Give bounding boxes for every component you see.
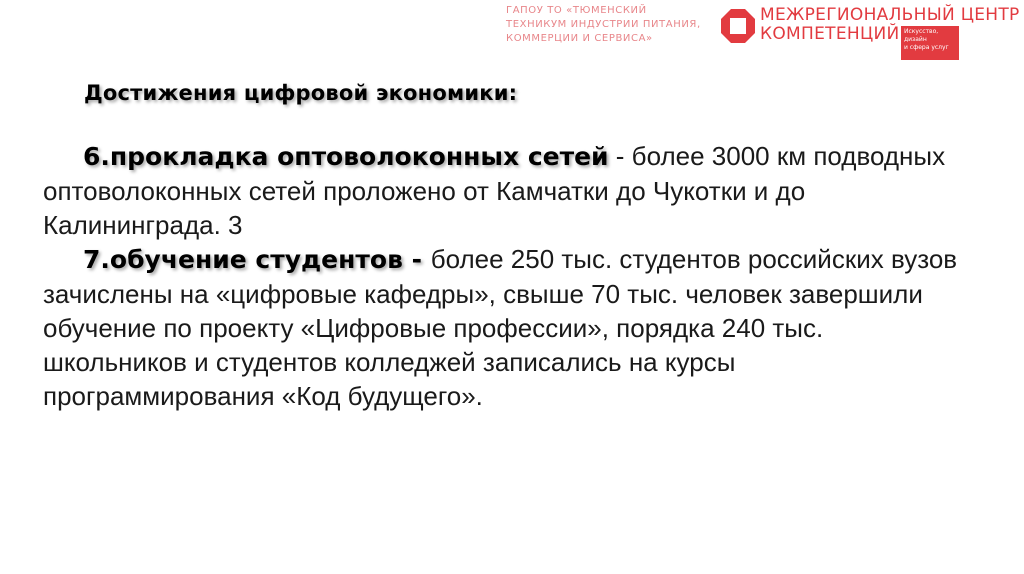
competence-center-line: МЕЖРЕГИОНАЛЬНЫЙ ЦЕНТР [760,5,1020,25]
achievement-lead: 6.прокладка оптоволоконных сетей [83,142,609,171]
org-name-line: КОММЕРЦИИ И СЕРВИСА» [506,33,653,44]
achievement-item [43,242,973,413]
achievement-lead: 7.обучение студентов - [83,245,431,274]
competence-badge [901,26,959,60]
achievement-text: - более 3000 км подводных оптоволоконных сетей проложено от Камчатки до Чукотки и до Калининграда. 3 [43,141,946,240]
slide-heading: Достижения цифровой экономики: [84,81,518,105]
octagon-logo-icon [720,8,756,44]
org-name-line: ГАПОУ ТО «ТЮМЕНСКИЙ [506,5,647,16]
badge-line: и сфера услуг [904,44,949,51]
competence-center-line: КОМПЕТЕНЦИЙ [760,24,900,44]
badge-line: Искусство, дизайн [904,28,939,43]
slide-body [43,139,973,413]
achievement-item [43,139,973,242]
competence-center-name [760,6,1020,44]
org-name [506,4,718,46]
competence-center-logo [720,6,1020,62]
achievement-text: более 250 тыс. студентов российских вузов зачислены на «цифровые кафедры», свыше 70 тыс. человек завершили обучение по проекту «Цифровые профессии», порядка 240 тыс. школьников и студентов колледжей записались на курсы программирования «Код будущего». [43,244,958,411]
org-name-line: ТЕХНИКУМ ИНДУСТРИИ ПИТАНИЯ, [506,19,701,30]
